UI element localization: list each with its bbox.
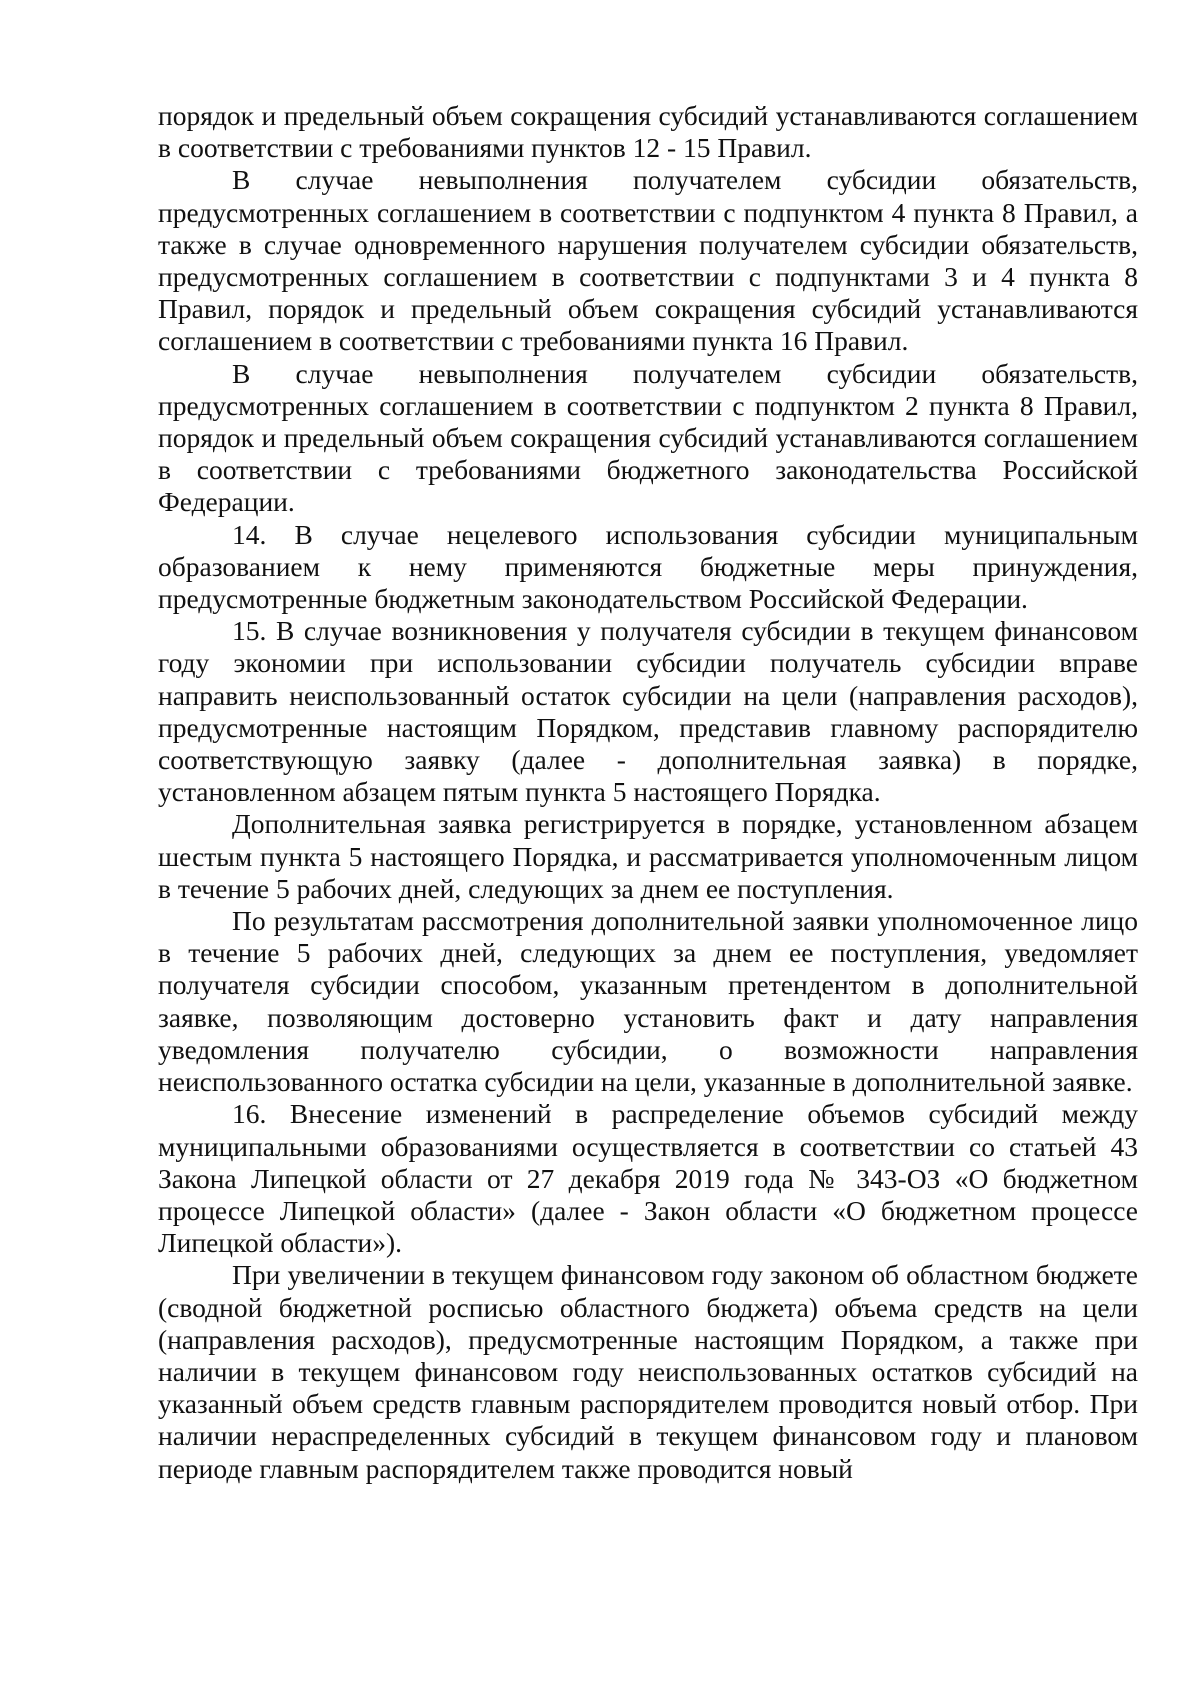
paragraph-1: порядок и предельный объем сокращения субсидий устанавливаются соглашением в соответствии с требованиями пунктов 12 - 15 Правил.	[158, 100, 1138, 164]
paragraph-2: В случае невыполнения получателем субсидии обязательств, предусмотренных соглашением в соответствии с подпунктом 4 пункта 8 Правил, а также в случае одновременного нарушения получателем субсидии обязательств, предусмотренных соглашением в соответствии с подпунктами 3 и 4 пункта 8 Правил, порядок и предельный объем сокращения субсидий устанавливаются соглашением в соответствии с требованиями пункта 16 Правил.	[158, 164, 1138, 357]
document-page	[158, 100, 1138, 1485]
paragraph-5: 15. В случае возникновения у получателя субсидии в текущем финансовом году экономии при использовании субсидии получатель субсидии вправе направить неиспользованный остаток субсидии на цели (направления расходов), предусмотренные настоящим Порядком, представив главному распорядителю соответствующую заявку (далее - дополнительная заявка) в порядке, установленном абзацем пятым пункта 5 настоящего Порядка.	[158, 615, 1138, 808]
paragraph-3: В случае невыполнения получателем субсидии обязательств, предусмотренных соглашением в соответствии с подпунктом 2 пункта 8 Правил, порядок и предельный объем сокращения субсидий устанавливаются соглашением в соответствии с требованиями бюджетного законодательства Российской Федерации.	[158, 357, 1138, 518]
paragraph-6: Дополнительная заявка регистрируется в порядке, установленном абзацем шестым пункта 5 настоящего Порядка, и рассматривается уполномоченным лицом в течение 5 рабочих дней, следующих за днем ее поступления.	[158, 808, 1138, 904]
paragraph-7: По результатам рассмотрения дополнительной заявки уполномоченное лицо в течение 5 рабочих дней, следующих за днем ее поступления, уведомляет получателя субсидии способом, указанным претендентом в дополнительной заявке, позволяющим достоверно установить факт и дату направления уведомления получателю субсидии, о возможности направления неиспользованного остатка субсидии на цели, указанные в дополнительной заявке.	[158, 905, 1138, 1098]
paragraph-9: При увеличении в текущем финансовом году законом об областном бюджете (сводной бюджетной росписью областного бюджета) объема средств на цели (направления расходов), предусмотренные настоящим Порядком, а также при наличии в текущем финансовом году неиспользованных остатков субсидий на указанный объем средств главным распорядителем проводится новый отбор. При наличии нераспределенных субсидий в текущем финансовом году и плановом периоде главным распорядителем также проводится новый	[158, 1259, 1138, 1484]
paragraph-8: 16. Внесение изменений в распределение объемов субсидий между муниципальными образованиями осуществляется в соответствии со статьей 43 Закона Липецкой области от 27 декабря 2019 года № 343-ОЗ «О бюджетном процессе Липецкой области» (далее - Закон области «О бюджетном процессе Липецкой области»).	[158, 1098, 1138, 1259]
paragraph-4: 14. В случае нецелевого использования субсидии муниципальным образованием к нему применяются бюджетные меры принуждения, предусмотренные бюджетным законодательством Российской Федерации.	[158, 518, 1138, 615]
